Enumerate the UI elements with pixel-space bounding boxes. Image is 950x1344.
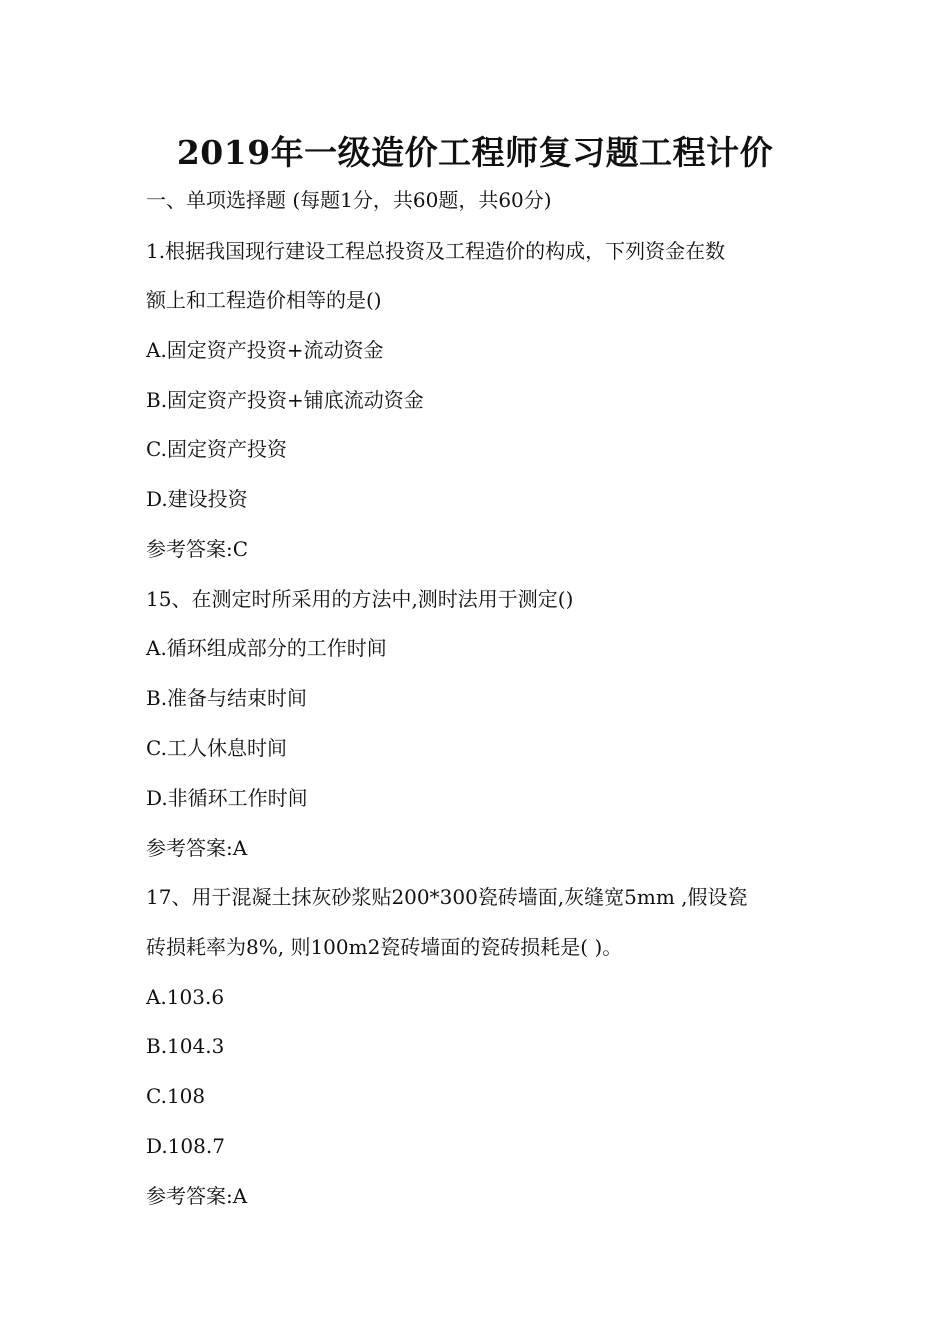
question-17-option-d: D.108.7: [146, 1134, 225, 1158]
section-heading: 一、单项选择题 (每题1分，共60题，共60分): [146, 188, 552, 212]
document-title: 2019年一级造价工程师复习题工程计价: [176, 133, 774, 172]
question-15-option-d: D.非循环工作时间: [146, 786, 308, 810]
question-1-option-c: C.固定资产投资: [146, 437, 287, 461]
question-17-option-c: C.108: [146, 1084, 206, 1108]
question-15-option-b: B.准备与结束时间: [146, 686, 308, 710]
question-17-stem-line-1: 17、用于混凝土抹灰砂浆贴200*300瓷砖墙面,灰缝宽5mm ,假设瓷: [146, 885, 748, 909]
question-1-stem-line-2: 额上和工程造价相等的是(): [146, 288, 382, 312]
question-17-stem-line-2: 砖损耗率为8%, 则100m2瓷砖墙面的瓷砖损耗是( )。: [146, 935, 623, 959]
question-15-answer: 参考答案:A: [146, 836, 248, 860]
question-17-option-a: A.103.6: [146, 985, 225, 1009]
question-15-option-c: C.工人休息时间: [146, 736, 287, 760]
question-1-option-b: B.固定资产投资+铺底流动资金: [146, 388, 424, 412]
question-17-answer: 参考答案:A: [146, 1184, 248, 1208]
question-1-answer: 参考答案:C: [146, 537, 249, 561]
question-1-stem-line-1: 1.根据我国现行建设工程总投资及工程造价的构成，下列资金在数: [146, 239, 726, 263]
question-17-option-b: B.104.3: [146, 1034, 225, 1058]
question-1-option-a: A.固定资产投资+流动资金: [146, 338, 384, 362]
question-15-option-a: A.循环组成部分的工作时间: [146, 636, 387, 660]
question-1-option-d: D.建设投资: [146, 487, 248, 511]
question-15-stem-line-1: 15、在测定时所采用的方法中,测时法用于测定(): [146, 587, 574, 611]
